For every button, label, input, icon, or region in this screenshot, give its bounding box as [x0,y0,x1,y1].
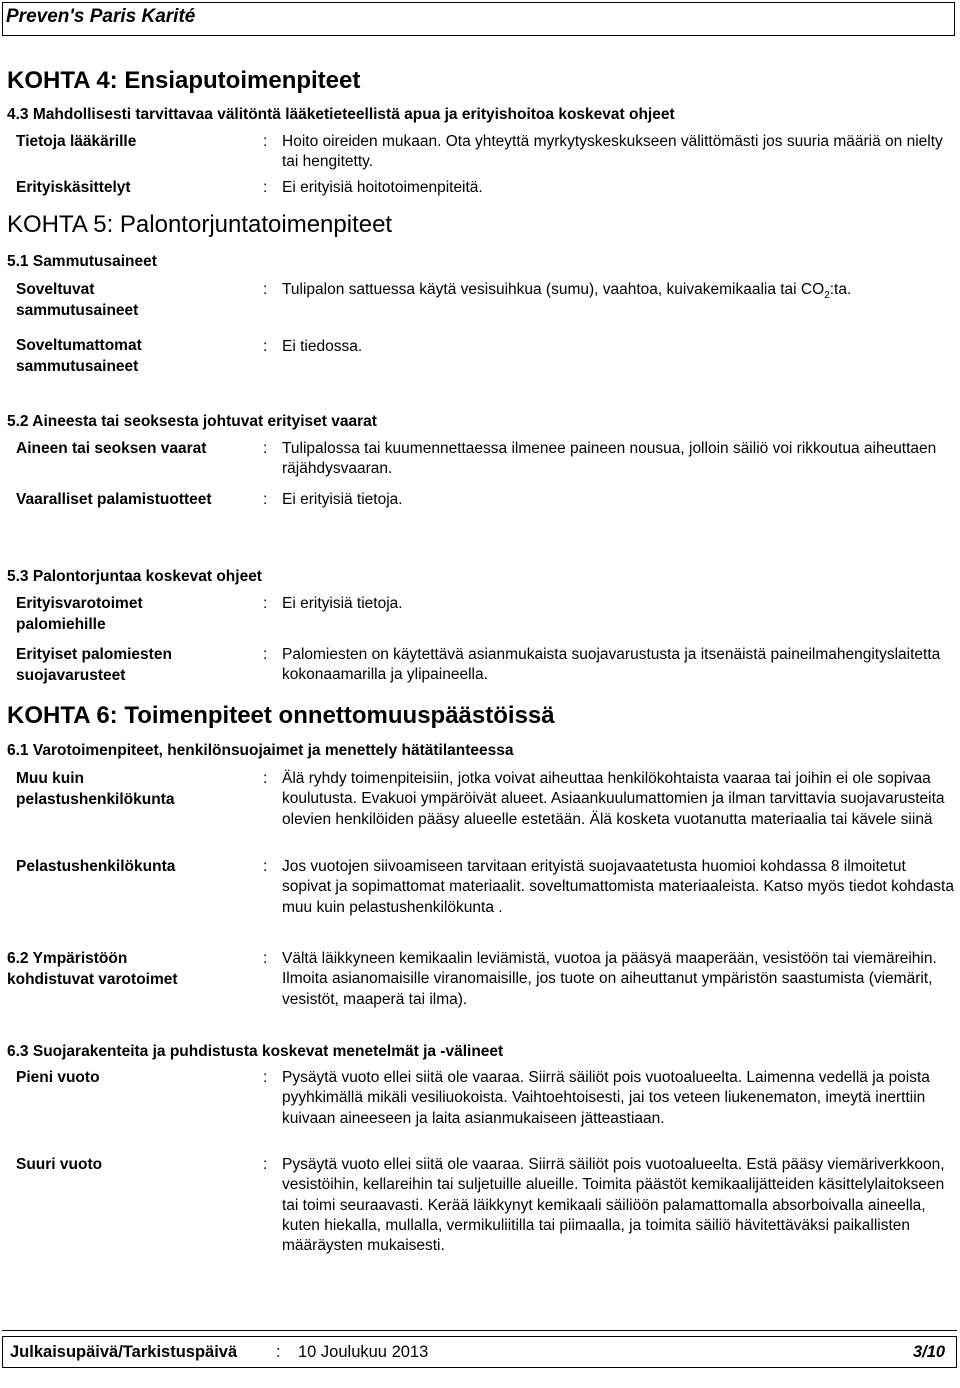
suitable-media-value: Tulipalon sattuessa käytä vesisuihkua (sumu), vaahtoa, kuivakemikaalia tai $CO_2:ta$. [282,281,852,302]
footer-divider [2,1330,957,1331]
colon: : [263,646,268,663]
colon: : [276,1343,281,1361]
section-6-1-heading: 6.1 Varotoimenpiteet, henkilönsuojaimet ja menettely hätätilanteessa [7,742,514,759]
revision-date-value: 10 Joulukuu 2013 [298,1343,429,1361]
colon: : [263,858,268,875]
colon: : [263,1156,268,1173]
section-4-3-heading: 4.3 Mahdollisesti tarvittavaa välitöntä lääketieteellistä apua ja erityishoitoa koskevat ohjeet [7,106,675,123]
firefighter-equipment-value: Palomiesten on käytettävä asianmukaista suojavarustusta ja itsenäistä paineilmahengityslaitetta kokonaamarilla ja ylipaineella. [282,646,941,684]
emergency-responders-label: Pelastushenkilökunta [16,858,176,875]
colon: : [263,595,268,612]
large-spill-label: Suuri vuoto [16,1156,103,1173]
section-6-3-heading: 6.3 Suojarakenteita ja puhdistusta koskevat menetelmät ja -välineet [7,1043,504,1060]
product-title: Preven's Paris Karité [6,6,196,27]
specific-treatments-label: Erityiskäsittelyt [16,179,131,196]
revision-date-label: Julkaisupäivä/Tarkistuspäivä [10,1343,238,1361]
colon: : [263,1069,268,1086]
section-5-3-heading: 5.3 Palontorjuntaa koskevat ohjeet [7,568,262,585]
firefighter-precautions-value: Ei erityisiä tietoja. [282,595,403,612]
unsuitable-media-label: Soveltumattomat sammutusaineet [16,337,142,375]
colon: : [263,491,268,508]
physician-notes-value: Hoito oireiden mukaan. Ota yhteyttä myrkytyskeskukseen välittömästi jos suuria määriä on nielty tai hengitetty. [282,133,943,171]
colon: : [263,281,268,298]
large-spill-value: Pysäytä vuoto ellei siitä ole vaaraa. Siirrä säiliöt pois vuotoalueelta. Estä pääsy viemäriverkkoon, vesistöihin, kellareihin tai suljetuille alueille. Toimita päästöt kemikaalijätteiden käsittelylaitokseen tai toimi seuraavasti. Kerää läikkynyt kemikaali säiliöön palamattomalla absorboivalla aineella, kuten hiekalla, mullalla, vermikuliitilla tai piimaalla, ja toimita säiliö hävitettäväksi paikallisten määräysten mukaisesti. [282,1156,945,1255]
colon: : [263,179,268,196]
page-number: 3/10 [913,1343,946,1361]
colon: : [263,338,268,355]
non-emergency-personnel-label: Muu kuin pelastushenkilökunta [16,770,175,808]
suitable-media-label: Soveltuvat sammutusaineet [16,281,139,319]
section-5-2-heading: 5.2 Aineesta tai seoksesta johtuvat erityiset vaarat [7,413,377,430]
specific-treatments-value: Ei erityisiä hoitotoimenpiteitä. [282,179,483,196]
hazards-label: Aineen tai seoksen vaarat [16,440,207,457]
combustion-products-value: Ei erityisiä tietoja. [282,491,403,508]
colon: : [263,950,268,967]
small-spill-value: Pysäytä vuoto ellei siitä ole vaaraa. Siirrä säiliöt pois vuotoalueelta. Laimenna vedellä ja poista pyyhkimällä mikäli vesiliuokoista. Vaihtoehtoisesti, jai tos veteen liukenematon, imeytä inerttiin kuivaan aineeseen ja laita asianmukaiseen jätteastiaan. [282,1069,930,1127]
environmental-precautions-value: Vältä läikkyneen kemikaalin leviämistä, vuotoa ja pääsyä maaperään, vesistöön tai viemäreihin. Ilmoita asianomaisille viranomaisille, jos tuote on aiheuttanut ympäristön saastumista (viemärit, vesistöt, maaperä tai ilma). [282,950,937,1008]
colon: : [263,133,268,150]
section-6-title: KOHTA 6: Toimenpiteet onnettomuuspäästöissä [7,702,555,729]
physician-notes-label: Tietoja lääkärille [16,133,137,150]
colon: : [263,440,268,457]
non-emergency-personnel-value: Älä ryhdy toimenpiteisiin, jotka voivat aiheuttaa henkilökohtaista vaaraa tai joihin ei ole sopivaa koulutusta. Evakuoi ympäröivät alueet. Asiaankuulumattomien ja ilman tarvittavia suojavarusteita olevien henkilöiden pääsy alueelle estetään. Älä kosketa vuotanutta materiaalia tai kävele siinä [282,770,945,828]
colon: : [263,770,268,787]
section-4-title: KOHTA 4: Ensiaputoimenpiteet [7,67,361,94]
section-5-1-heading: 5.1 Sammutusaineet [7,253,157,270]
emergency-responders-value: Jos vuotojen siivoamiseen tarvitaan erityistä suojavaatetusta huomioi kohdassa 8 ilmoitetut sopivat ja sopimattomat materiaalit. soveltumattomista materiaaleista. Katso myös tiedot kohdasta muu kuin pelastushenkilökunta . [282,858,954,916]
combustion-products-label: Vaaralliset palamistuotteet [16,491,212,508]
firefighter-precautions-label: Erityisvarotoimet palomiehille [16,595,143,633]
environmental-precautions-label: 6.2 Ympäristöön kohdistuvat varotoimet [7,950,178,988]
hazards-value: Tulipalossa tai kuumennettaessa ilmenee paineen nousua, jolloin säiliö voi rikkoutua aiheuttaen räjähdysvaaran. [282,440,937,478]
firefighter-equipment-label: Erityiset palomiesten suojavarusteet [16,646,172,684]
small-spill-label: Pieni vuoto [16,1069,100,1086]
section-5-title: KOHTA 5: Palontorjuntatoimenpiteet [7,211,393,238]
unsuitable-media-value: Ei tiedossa. [282,338,363,355]
